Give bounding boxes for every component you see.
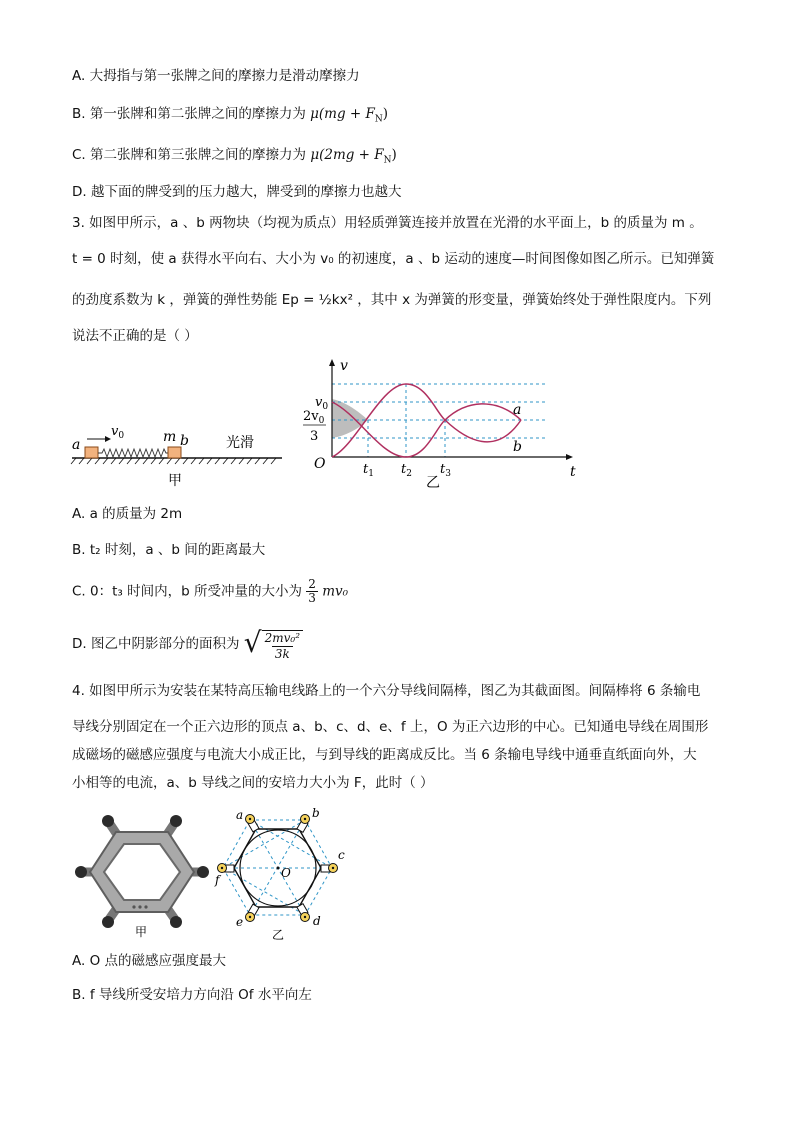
q4-stem-line-3: 成磁场的磁感应强度与电流大小成正比，与到导线的距离成反比。当 6 条输电导线中通垂直纸面向外，大 [72,747,697,763]
label-m: m [163,429,177,445]
block-a [85,447,98,458]
fraction-numerator: 2 [308,577,316,591]
v-axis-arrowhead [329,359,335,366]
q3-stem-line-3: 的劲度系数为 k ，弹簧的弹性势能 Ep = ½kx² ，其中 x 为弹簧的形变量，弹簧始终处于弹性限度内。下列 [72,292,712,308]
ground-hatching [71,458,276,464]
tick-t3: $t_3$ [440,462,451,479]
q2-option-b-text: B. 第一张牌和第二张牌之间的摩擦力为 [72,106,306,122]
label-2v0-numerator: $2v_0$ [303,409,325,426]
q3-option-d-sqrt [244,626,303,662]
q3-figure-yi [296,356,586,491]
spacer-bolts [132,905,147,908]
q3-figure-jia [60,415,300,495]
caption-yi: 乙 [426,475,440,491]
curve-a-label: a [513,402,522,418]
q4-stem-line-1: 4. 如图甲所示为安装在某特高压输电线路上的一个六分导线间隔棒，图乙为其截面图。间隔棒将 6 条输电 [72,683,701,699]
q2-option-b: B. 第一张牌和第二张牌之间的摩擦力为 $\mu(mg + F_N)$ [72,106,389,125]
label-v0: $v_0$ [111,424,125,441]
label-a: a [236,808,244,822]
q3-stem-line-1: 3. 如图甲所示，a 、b 两物块（均视为质点）用轻质弹簧连接并放置在光滑的水平面上，b 的质量为 m 。 [72,215,703,231]
q2-option-d: D. 越下面的牌受到的压力越大，牌受到的摩擦力也越大 [72,184,402,200]
tick-t1: $t_1$ [363,462,374,479]
q2-option-b-sub: N [374,114,383,125]
q3-stem-line-2: t = 0 时刻，使 a 获得水平向右、大小为 v₀ 的初速度，a 、b 运动的速度—时间图像如图乙所示。已知弹簧 [72,251,715,267]
label-e: e [236,915,244,929]
q4-stem-line-4: 小相等的电流，a、b 导线之间的安培力大小为 F，此时（ ） [72,775,434,791]
q4-figure-jia [72,810,212,942]
q4-option-a: A. O 点的磁感应强度最大 [72,953,226,969]
q2-option-c-formula: μ(2mg + F [310,147,384,163]
label-c: c [338,848,345,862]
q3-stem-line-4: 说法不正确的是（ ） [72,328,198,344]
q2-option-c-sub: N [383,155,392,166]
q3-option-c-text: C. 0：t₃ 时间内，b 所受冲量的大小为 [72,583,302,600]
label-smooth: 光滑 [226,435,254,451]
q2-option-c: C. 第二张牌和第三张牌之间的摩擦力为 $\mu(2mg + F_N)$ [72,147,397,166]
origin-label: O [314,456,326,472]
curve-a [332,402,521,457]
q2-option-b-formula: μ(mg + F [310,106,375,122]
q3-option-d [72,626,303,666]
fraction-denominator: 3 [308,591,316,605]
label-a: a [72,437,81,453]
curve-b-label: b [513,439,522,455]
spring [98,449,168,457]
t-axis-arrowhead [566,454,573,460]
sqrt-icon: √ [243,626,262,659]
caption-jia-q4: 甲 [135,925,148,939]
fraction-denominator: 3k [272,646,293,662]
fraction-numerator: 2mv₀² [264,631,301,645]
label-o: O [281,866,291,880]
q3-option-c [72,578,348,608]
q2-option-c-text: C. 第二张牌和第三张牌之间的摩擦力为 [72,147,307,163]
center-point [277,867,280,870]
caption-jia: 甲 [168,473,182,489]
tick-t2: $t_2$ [401,462,412,479]
q3-option-c-fraction [306,578,318,605]
q3-option-b: B. t₂ 时刻，a 、b 间的距离最大 [72,542,266,558]
label-b: b [180,433,189,449]
caption-yi-q4: 乙 [272,928,285,942]
q4-stem-line-2: 导线分别固定在一个正六边形的顶点 a、b、c、d、e、f 上，O 为正六边形的中心。已知通电导线在周围形 [72,719,709,735]
label-v0: $v_0$ [315,395,329,412]
axis-v-label: v [340,358,348,374]
label-2v0-denominator: 3 [310,429,319,444]
q3-option-a: A. a 的质量为 2m [72,506,183,522]
axis-t-label: t [570,464,576,480]
q3-option-d-text: D. 图乙中阴影部分的面积为 [72,636,240,652]
q4-figure-yi [208,805,358,945]
q3-option-c-tail: mv₀ [322,583,349,600]
label-f: f [215,873,220,887]
label-d: d [313,914,321,928]
q4-option-b: B. f 导线所受安培力方向沿 Of 水平向左 [72,987,312,1003]
q2-option-a: A. 大拇指与第一张牌之间的摩擦力是滑动摩擦力 [72,68,360,84]
label-b: b [312,806,320,820]
